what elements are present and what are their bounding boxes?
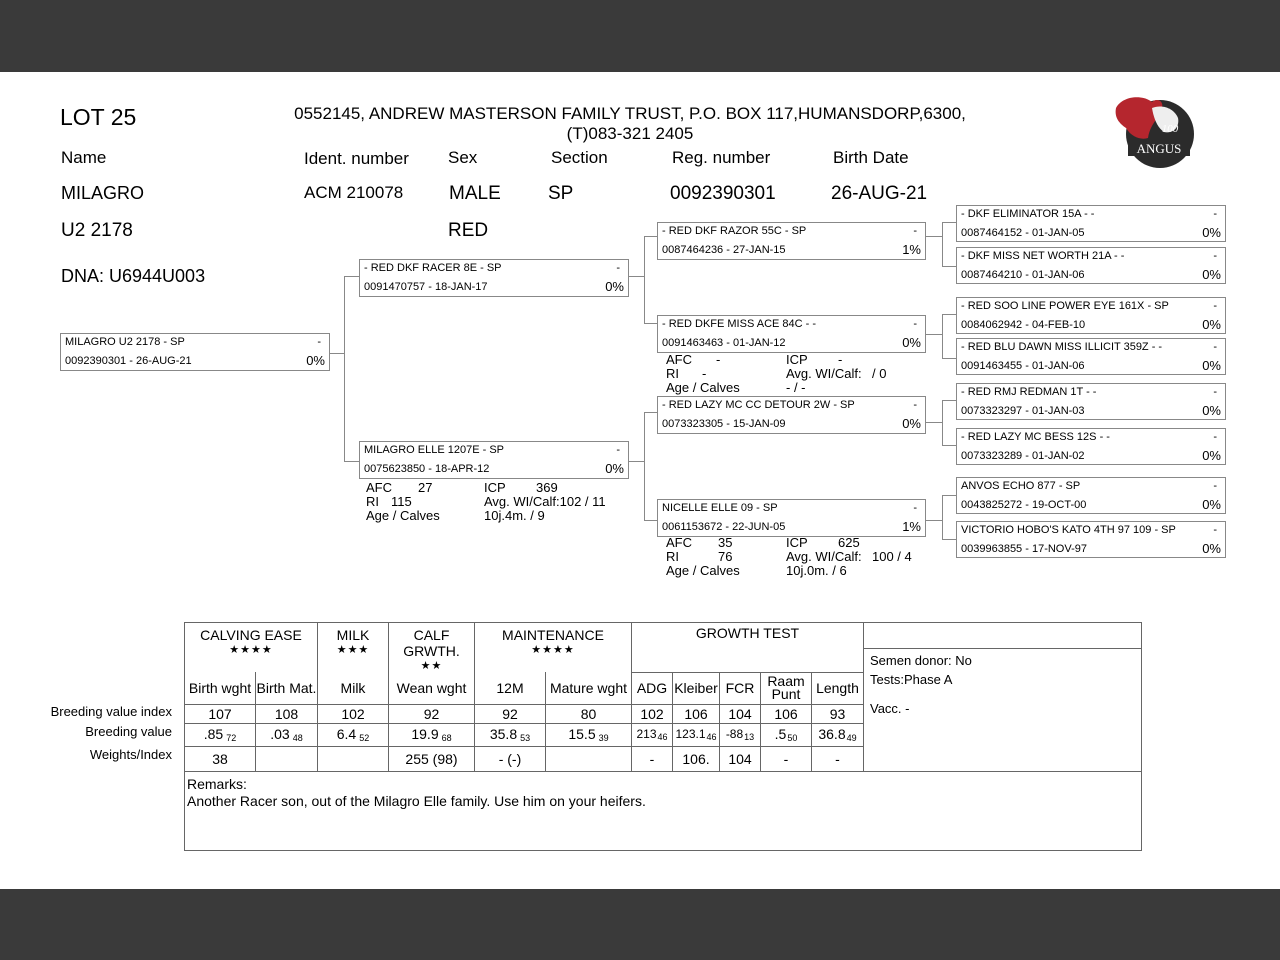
pedigree-name: - RED DKFE MISS ACE 84C - - [662, 318, 817, 330]
col-header: Wean wght [389, 672, 475, 704]
pedigree-percent: 0% [1202, 448, 1221, 463]
icp-value: - [838, 352, 843, 367]
bv-accuracy: 49 [846, 733, 857, 743]
pedigree-dam-sire[interactable] [657, 396, 926, 434]
bv-value: 19.9 [411, 726, 439, 742]
pedigree-name: - RED RMJ REDMAN 1T - - [961, 386, 1097, 398]
age-value: 10j.4m. / 9 [484, 508, 545, 523]
wi-cell: 255 (98) [389, 746, 475, 771]
pedigree-name: MILAGRO ELLE 1207E - SP [364, 444, 505, 456]
pedigree-dash: - [1213, 480, 1217, 492]
pedigree-reg: 0091463463 - 01-JAN-12 [662, 337, 786, 349]
afc-label: AFC [666, 352, 692, 367]
pedigree-name: - RED DKF RACER 8E - SP [364, 262, 502, 274]
lot-number: LOT 25 [60, 104, 137, 130]
connector [344, 276, 345, 462]
pedigree-reg: 0043825272 - 19-OCT-00 [961, 499, 1087, 511]
connector [926, 236, 942, 237]
bvi-cell: 92 [389, 704, 475, 723]
ri-value: 76 [718, 549, 733, 564]
age-label: Age / Calves [666, 563, 740, 578]
connector [644, 412, 645, 520]
pedigree-reg: 0087464210 - 01-JAN-06 [961, 269, 1085, 281]
lot-sheet-page [0, 72, 1280, 889]
pedigree-dam-dam[interactable] [657, 499, 926, 537]
bv-cell [632, 723, 673, 746]
col-header: Mature wght [546, 672, 632, 704]
pedigree-percent: 1% [902, 519, 921, 534]
pedigree-percent: 0% [1202, 403, 1221, 418]
bvi-cell: 80 [546, 704, 632, 723]
wi-value: 100 / 4 [872, 549, 912, 564]
icp-label: ICP [484, 480, 506, 495]
breeder-address [270, 104, 990, 144]
pedigree-reg: 0073323289 - 01-JAN-02 [961, 450, 1085, 462]
pedigree-percent: 0% [1202, 267, 1221, 282]
col-header: Raam Punt [761, 672, 812, 704]
pedigree-gen3-1[interactable] [956, 205, 1226, 242]
connector [942, 314, 943, 358]
row-label-wi: Weights/Index [89, 747, 172, 762]
icp-label: ICP [786, 352, 808, 367]
bv-accuracy: 13 [744, 732, 755, 742]
pedigree-name: MILAGRO U2 2178 - SP [65, 336, 185, 348]
pedigree-dash: - [616, 262, 620, 274]
bv-value: 123.1 [675, 727, 706, 741]
pedigree-dash: - [1213, 341, 1217, 353]
angus-logo [1112, 94, 1194, 172]
pedigree-sire[interactable] [359, 259, 629, 297]
ri-label: RI [666, 549, 679, 564]
pedigree-percent: 0% [1202, 497, 1221, 512]
icp-value: 369 [536, 480, 558, 495]
afc-label: AFC [366, 480, 392, 495]
bv-accuracy: 46 [657, 732, 668, 742]
bv-accuracy: 68 [441, 733, 452, 743]
animal-sex: MALE [449, 183, 501, 204]
group-calving-ease [185, 623, 318, 673]
group-maintenance [475, 623, 632, 673]
dam-stats [366, 481, 606, 523]
afc-label: AFC [666, 535, 692, 550]
ri-value: 115 [391, 494, 412, 509]
pedigree-gen3-5[interactable] [956, 383, 1226, 420]
col-header: 12M [475, 672, 546, 704]
wi-cell: - [632, 746, 673, 771]
col-header: ADG [632, 672, 673, 704]
pedigree-percent: 0% [306, 353, 325, 368]
bv-accuracy: 46 [706, 732, 717, 742]
connector [942, 539, 956, 540]
bvi-cell: 106 [761, 704, 812, 723]
pedigree-dash: - [1213, 386, 1217, 398]
bv-value: 15.5 [568, 726, 596, 742]
wi-cell [256, 746, 318, 771]
bvi-cell: 102 [632, 704, 673, 723]
animal-colour: RED [448, 220, 489, 241]
vaccination: Vacc. - [870, 701, 910, 716]
age-value: 10j.0m. / 6 [786, 563, 847, 578]
pedigree-name: - DKF ELIMINATOR 15A - - [961, 208, 1095, 220]
pedigree-reg: 0073323305 - 15-JAN-09 [662, 418, 786, 430]
connector [629, 276, 644, 277]
connector [629, 461, 644, 462]
pedigree-reg: 0087464152 - 01-JAN-05 [961, 227, 1085, 239]
bv-cell [475, 723, 546, 746]
logo-badge: 100 [1161, 123, 1179, 135]
label-ident: Ident. number [304, 149, 409, 168]
connector [942, 495, 956, 496]
bv-value: 213 [636, 727, 657, 741]
icp-value: 625 [838, 535, 860, 550]
connector [942, 314, 956, 315]
connector [926, 334, 942, 335]
wi-cell: - [761, 746, 812, 771]
bottom-dark-band [0, 889, 1280, 960]
connector [942, 400, 956, 401]
star-rating-icon: ★★★ [336, 644, 370, 656]
pedigree-dash: - [1213, 250, 1217, 262]
logo-text: ANGUS [1136, 141, 1182, 156]
tests: Tests:Phase A [870, 672, 953, 687]
col-header: FCR [720, 672, 761, 704]
pedigree-percent: 0% [1202, 541, 1221, 556]
star-rating-icon: ★★★★ [531, 644, 575, 656]
bv-cell [389, 723, 475, 746]
pedigree-dash: - [913, 399, 917, 411]
wi-label: Avg. WI/Calf: [786, 549, 862, 564]
dam-dam-stats [666, 536, 912, 578]
connector [344, 276, 359, 277]
bv-cell [185, 723, 256, 746]
pedigree-dash: - [913, 502, 917, 514]
animal-name: MILAGRO [61, 183, 145, 203]
bv-cell [318, 723, 389, 746]
pedigree-percent: 0% [1202, 225, 1221, 240]
connector [644, 520, 658, 521]
col-header: Milk [318, 672, 389, 704]
age-label: Age / Calves [666, 380, 740, 395]
pedigree-name: NICELLE ELLE 09 - SP [662, 502, 778, 514]
col-header: Length [812, 672, 864, 704]
pedigree-name: - RED BLU DAWN MISS ILLICIT 359Z - - [961, 341, 1163, 353]
pedigree-dash: - [913, 318, 917, 330]
bv-value: .5 [774, 726, 787, 742]
age-value: - / - [786, 380, 806, 395]
label-reg: Reg. number [672, 148, 771, 167]
top-dark-band [0, 0, 1280, 72]
col-header: Birth Mat. [256, 672, 318, 704]
bv-value: 6.4 [336, 726, 357, 742]
bv-cell [546, 723, 632, 746]
bv-cell [720, 723, 761, 746]
label-section: Section [551, 148, 608, 167]
pedigree-subject[interactable] [60, 333, 330, 371]
bv-cell [812, 723, 864, 746]
pedigree-reg: 0087464236 - 27-JAN-15 [662, 244, 786, 256]
label-sex: Sex [448, 148, 478, 167]
wi-cell: 38 [185, 746, 256, 771]
group-calf-growth [389, 623, 475, 673]
animal-ident: ACM 210078 [304, 183, 404, 202]
pedigree-percent: 0% [1202, 358, 1221, 373]
group-label: MAINTENANCE [502, 627, 604, 643]
sire-dam-stats [666, 353, 886, 395]
bvi-cell: 92 [475, 704, 546, 723]
bv-accuracy: 48 [292, 733, 303, 743]
pedigree-gen3-2[interactable] [956, 247, 1226, 284]
pedigree-percent: 0% [605, 461, 624, 476]
col-header: Kleiber [673, 672, 720, 704]
pedigree-reg: 0084062942 - 04-FEB-10 [961, 319, 1086, 331]
pedigree-percent: 0% [902, 335, 921, 350]
star-rating-icon: ★★ [420, 660, 443, 672]
afc-value: 35 [718, 535, 733, 550]
wi-cell: 104 [720, 746, 761, 771]
connector [942, 222, 956, 223]
bv-cell [761, 723, 812, 746]
bv-value: .85 [203, 726, 224, 742]
pedigree-name: - DKF MISS NET WORTH 21A - - [961, 250, 1125, 262]
pedigree-reg: 0061153672 - 22-JUN-05 [662, 521, 786, 533]
bvi-cell: 102 [318, 704, 389, 723]
wi-cell [318, 746, 389, 771]
pedigree-gen3-8[interactable] [956, 521, 1226, 558]
remarks-label: Remarks: [187, 775, 247, 792]
breeder-line-1: 0552145, ANDREW MASTERSON FAMILY TRUST, P.O. BOX 117,HUMANSDORP,6300, [294, 104, 966, 123]
wi-cell: - [812, 746, 864, 771]
connector [329, 353, 344, 354]
pedigree-gen3-7[interactable] [956, 477, 1226, 514]
pedigree-name: - RED LAZY MC BESS 12S - - [961, 431, 1110, 443]
connector [942, 445, 956, 446]
bvi-cell: 108 [256, 704, 318, 723]
label-birth: Birth Date [833, 148, 909, 167]
pedigree-dash: - [913, 225, 917, 237]
wi-cell [546, 746, 632, 771]
connector [926, 422, 942, 423]
pedigree-percent: 1% [902, 242, 921, 257]
pedigree-name: - RED DKF RAZOR 55C - SP [662, 225, 807, 237]
pedigree-gen3-4[interactable] [956, 338, 1226, 375]
col-header: Birth wght [185, 672, 256, 704]
pedigree-name: - RED SOO LINE POWER EYE 161X - SP [961, 300, 1169, 312]
afc-value: 27 [418, 480, 433, 495]
remarks-text: Another Racer son, out of the Milagro Elle family. Use him on your heifers. [187, 792, 646, 809]
animal-dna: DNA: U6944U003 [61, 266, 206, 286]
pedigree-dash: - [1213, 208, 1217, 220]
pedigree-reg: 0091463455 - 01-JAN-06 [961, 360, 1085, 372]
pedigree-gen3-6[interactable] [956, 428, 1226, 465]
pedigree-percent: 0% [1202, 317, 1221, 332]
connector [644, 323, 658, 324]
bvi-cell: 93 [812, 704, 864, 723]
wi-label: Avg. WI/Calf: [786, 366, 862, 381]
bv-cell [673, 723, 720, 746]
bv-accuracy: 39 [598, 733, 609, 743]
ri-value: - [702, 366, 707, 381]
breeding-value-table [184, 622, 1142, 851]
pedigree-gen3-3[interactable] [956, 297, 1226, 334]
animal-section: SP [548, 183, 574, 204]
bvi-cell: 106 [673, 704, 720, 723]
bvi-cell: 107 [185, 704, 256, 723]
wi-label: Avg. WI/Calf:102 / 11 [484, 494, 606, 509]
pedigree-name: ANVOS ECHO 877 - SP [961, 480, 1081, 492]
bv-accuracy: 52 [359, 733, 370, 743]
animal-reg: 0092390301 [670, 183, 776, 204]
connector [942, 266, 956, 267]
pedigree-name: VICTORIO HOBO'S KATO 4TH 97 109 - SP [961, 524, 1176, 536]
connector [344, 461, 359, 462]
pedigree-dash: - [1213, 431, 1217, 443]
group-milk [318, 623, 389, 673]
afc-value: - [716, 352, 721, 367]
breeder-line-2: (T)083-321 2405 [566, 124, 694, 143]
bv-accuracy: 53 [520, 733, 531, 743]
bv-accuracy: 72 [226, 733, 237, 743]
pedigree-sire-sire[interactable] [657, 222, 926, 260]
bvi-cell: 104 [720, 704, 761, 723]
wi-value: / 0 [872, 366, 887, 381]
bv-accuracy: 50 [787, 733, 798, 743]
connector [942, 495, 943, 539]
bv-cell [256, 723, 318, 746]
pedigree-reg: 0075623850 - 18-APR-12 [364, 463, 490, 475]
wi-cell: 106. [673, 746, 720, 771]
bv-value: 36.8 [818, 726, 846, 742]
connector [644, 412, 658, 413]
label-name: Name [61, 148, 107, 167]
pedigree-dash: - [1213, 300, 1217, 312]
pedigree-dash: - [317, 336, 321, 348]
pedigree-sire-dam[interactable] [657, 315, 926, 353]
group-label: GROWTH TEST [695, 625, 800, 641]
group-label: CALVING EASE [200, 627, 302, 643]
pedigree-reg: 0091470757 - 18-JAN-17 [364, 281, 488, 293]
pedigree-reg: 0039963855 - 17-NOV-97 [961, 543, 1087, 555]
semen-donor: Semen donor: No [870, 653, 972, 668]
pedigree-dam[interactable] [359, 441, 629, 479]
star-rating-icon: ★★★★ [229, 644, 273, 656]
pedigree-dash: - [1213, 524, 1217, 536]
pedigree-dash: - [616, 444, 620, 456]
bv-value: -88 [725, 727, 744, 741]
remarks-box [185, 771, 1142, 850]
group-label: MILK [336, 627, 370, 643]
connector [942, 222, 943, 266]
pedigree-name: - RED LAZY MC CC DETOUR 2W - SP [662, 399, 855, 411]
animal-tattoo: U2 2178 [61, 220, 133, 241]
connector [942, 358, 956, 359]
connector [644, 236, 645, 323]
age-label: Age / Calves [366, 508, 440, 523]
connector [942, 400, 943, 445]
row-label-bvi: Breeding value index [50, 704, 172, 719]
connector [926, 520, 942, 521]
side-info [864, 623, 1142, 772]
connector [644, 236, 658, 237]
bv-value: 35.8 [489, 726, 518, 742]
bv-value: .03 [270, 726, 290, 742]
pedigree-reg: 0073323297 - 01-JAN-03 [961, 405, 1085, 417]
icp-label: ICP [786, 535, 808, 550]
pedigree-reg: 0092390301 - 26-AUG-21 [65, 355, 192, 367]
wi-cell: - (-) [475, 746, 546, 771]
ri-label: RI [666, 366, 679, 381]
pedigree-percent: 0% [902, 416, 921, 431]
group-label: CALF GRWTH. [403, 627, 460, 659]
pedigree-percent: 0% [605, 279, 624, 294]
row-label-bv: Breeding value [85, 724, 172, 739]
group-growth-test [632, 623, 864, 673]
ri-label: RI [366, 494, 379, 509]
animal-birth: 26-AUG-21 [831, 183, 928, 204]
